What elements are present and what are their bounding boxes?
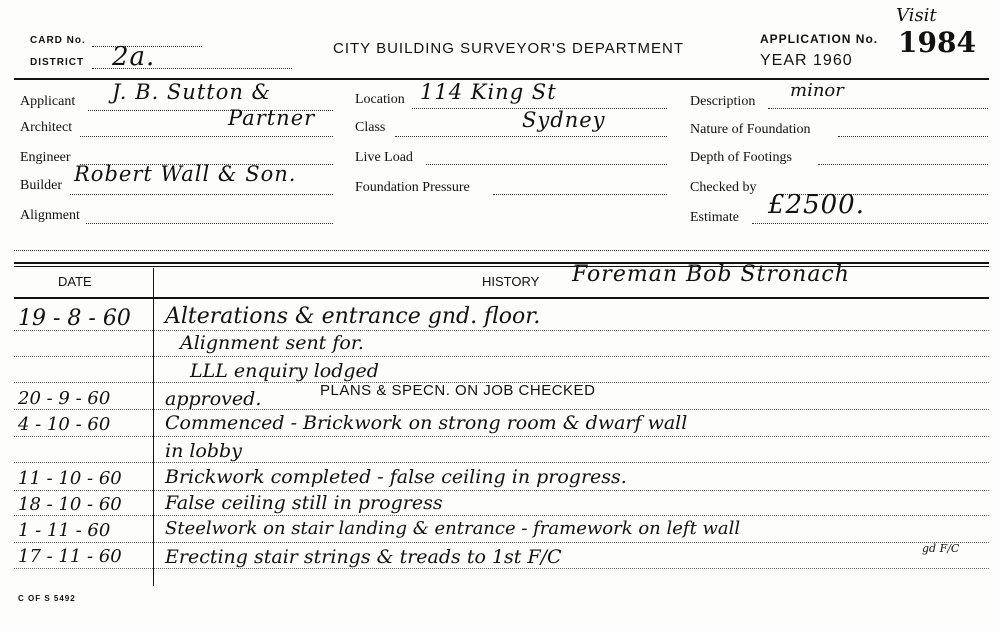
description-value: minor (790, 80, 844, 101)
row-entry: Brickwork completed - false ceiling in progress. (165, 466, 627, 488)
row-entry: in lobby (165, 440, 242, 462)
location-value: 114 King St (420, 80, 557, 104)
row-date: 18 - 10 - 60 (18, 494, 122, 515)
row-date: 17 - 11 - 60 (18, 546, 122, 567)
row-date: 4 - 10 - 60 (18, 414, 111, 435)
row-entry: Alterations & entrance gnd. floor. (165, 304, 541, 329)
builder-value: Robert Wall & Son. (74, 162, 297, 186)
estimate-value: £2500. (768, 190, 865, 220)
row-entry: Alignment sent for. (180, 332, 364, 354)
card-no-label: CARD No. (30, 35, 86, 46)
applicant-value: J. B. Sutton & (112, 80, 272, 104)
row-entry: Steelwork on stair landing & entrance - framework on left wall (165, 518, 741, 539)
year-label: YEAR 1960 (760, 52, 853, 69)
architect-value: Partner (228, 106, 316, 130)
district-value: 2a. (112, 42, 156, 72)
margin-note: gd F/C (922, 542, 960, 555)
date-column-divider (153, 268, 154, 586)
form-code: C OF S 5492 (18, 594, 76, 603)
district-label: DISTRICT (30, 57, 85, 68)
row-entry: Commenced - Brickwork on strong room & dwarf wall (165, 412, 688, 434)
row-date: 11 - 10 - 60 (18, 468, 122, 489)
checked-stamp: PLANS & SPECN. ON JOB CHECKED (320, 382, 596, 399)
row-date: 20 - 9 - 60 (18, 388, 111, 409)
row-entry: approved. (165, 388, 262, 410)
checked-by-label: Checked by (690, 180, 757, 195)
row-date: 1 - 11 - 60 (18, 520, 111, 541)
date-header: DATE (58, 274, 92, 289)
description-label: Description (690, 94, 756, 109)
architect-label: Architect (20, 120, 73, 135)
row-entry: LLL enquiry lodged (190, 360, 379, 382)
row-date: 19 - 8 - 60 (18, 306, 131, 331)
alignment-label: Alignment (20, 208, 80, 223)
visit-note: Visit (896, 5, 937, 26)
history-header-rule (14, 297, 989, 299)
history-header: HISTORY (482, 274, 540, 289)
history-foreman-note: Foreman Bob Stronach (572, 262, 850, 287)
live-load-label: Live Load (355, 150, 413, 165)
class-value: Sydney (522, 108, 606, 132)
application-label: APPLICATION No. (760, 32, 879, 46)
nature-foundation-label: Nature of Foundation (690, 122, 811, 137)
applicant-label: Applicant (20, 94, 76, 109)
engineer-label: Engineer (20, 150, 71, 165)
foundation-pressure-label: Foundation Pressure (355, 180, 470, 195)
application-number: 1984 (898, 26, 976, 59)
department-title: CITY BUILDING SURVEYOR'S DEPARTMENT (333, 40, 684, 57)
location-label: Location (355, 92, 405, 107)
row-entry: Erecting stair strings & treads to 1st F/C (165, 546, 562, 568)
class-label: Class (355, 120, 386, 135)
row-entry: False ceiling still in progress (165, 492, 443, 514)
builder-label: Builder (20, 178, 62, 193)
estimate-label: Estimate (690, 210, 739, 225)
depth-footings-label: Depth of Footings (690, 150, 792, 165)
